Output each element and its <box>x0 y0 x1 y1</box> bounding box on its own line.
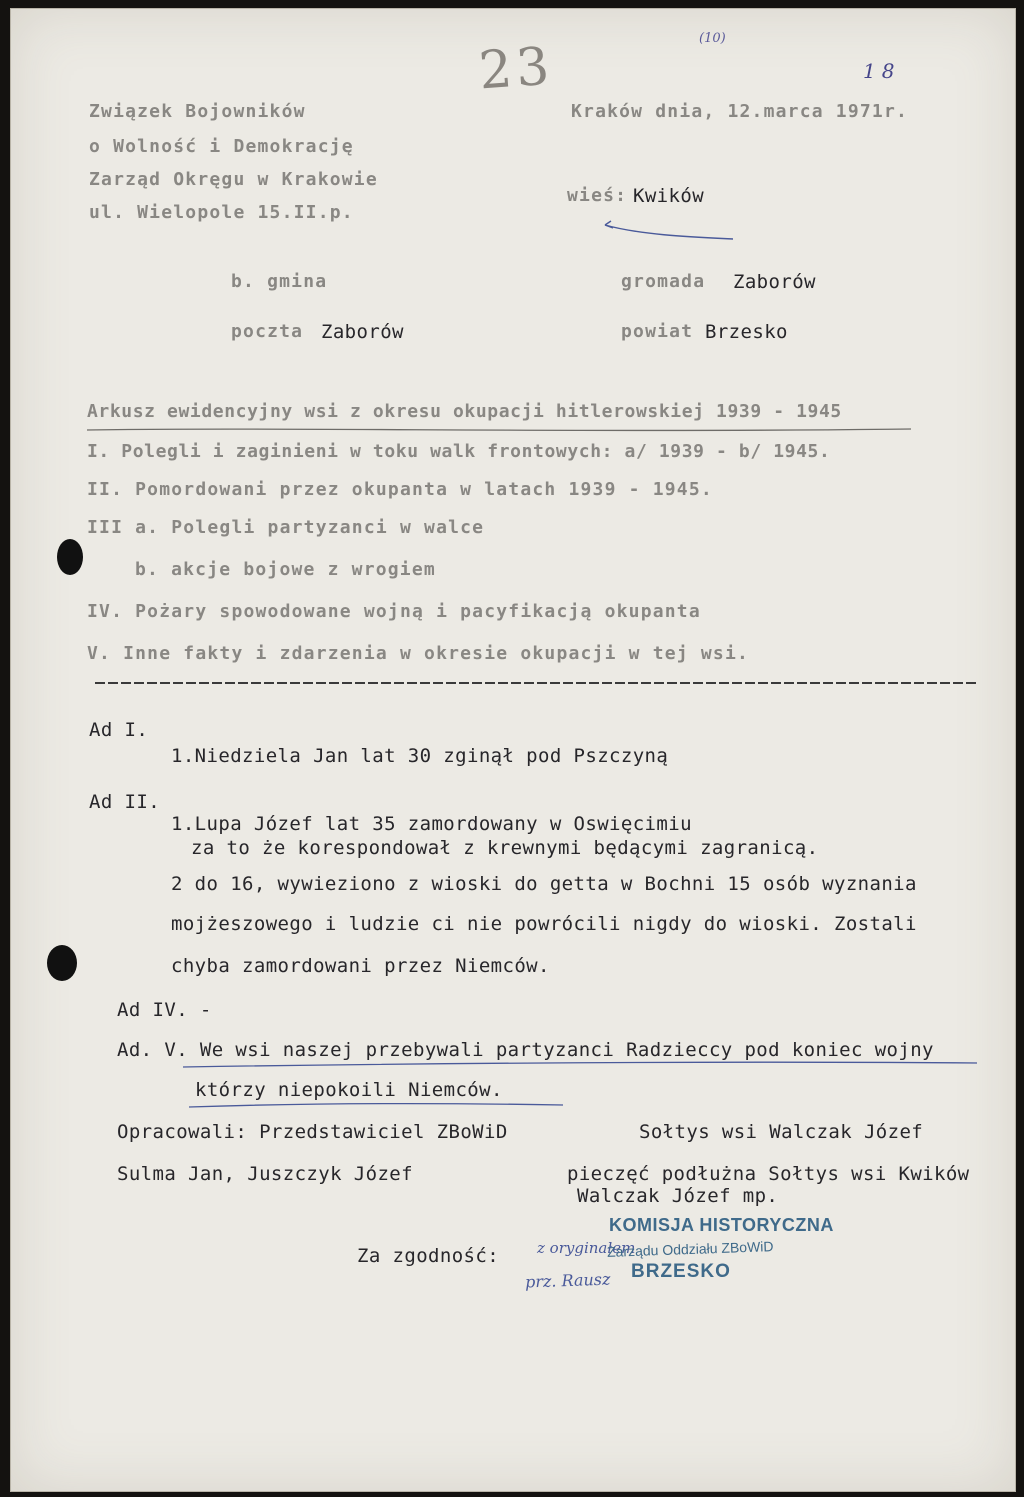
ad5-line-2: którzy niepokoili Niemców. <box>195 1079 503 1101</box>
wies-arrow-mark <box>601 213 741 243</box>
org-line-2: o Wolność i Demokrację <box>89 136 354 157</box>
stamp-line-1: KOMISJA HISTORYCZNA <box>609 1215 834 1235</box>
ad5-line-1: Ad. V. We wsi naszej przebywali partyzanci Radzieccy pod koniec wojny <box>117 1039 934 1061</box>
form-item-5: V. Inne fakty i zdarzenia w okresie okupacji w tej wsi. <box>87 643 750 664</box>
gmina-label: b. gmina <box>231 271 328 292</box>
wies-label: wieś: <box>567 185 628 206</box>
gromada-label: gromada <box>621 271 706 292</box>
punch-hole-bottom <box>47 945 77 981</box>
form-item-4: IV. Pożary spowodowane wojną i pacyfikacją okupanta <box>87 601 701 622</box>
form-item-1: I. Polegli i zaginieni w toku walk frontowych: a/ 1939 - b/ 1945. <box>87 441 831 462</box>
ad2-line-5: chyba zamordowani przez Niemców. <box>171 955 550 977</box>
form-item-3a: III a. Polegli partyzanci w walce <box>87 517 485 538</box>
signature-line-2: prz. Rausz <box>524 1269 611 1292</box>
ad5-underline-1 <box>181 1059 981 1071</box>
section-divider <box>93 679 983 687</box>
ad2-label: Ad II. <box>89 791 161 813</box>
ad1-label: Ad I. <box>89 719 149 741</box>
date-line: Kraków dnia, 12.marca 1971r. <box>571 101 909 122</box>
poczta-value: Zaborów <box>321 321 404 343</box>
signature-line-1: z oryginałem <box>537 1239 636 1257</box>
ad5-underline-2 <box>187 1099 567 1111</box>
title-underline <box>85 425 915 435</box>
soltys-line-1: Sołtys wsi Walczak Józef <box>639 1121 924 1143</box>
ad2-line-3: 2 do 16, wywieziono z wioski do getta w Bochni 15 osób wyznania <box>171 873 917 895</box>
form-item-3b: b. akcje bojowe z wrogiem <box>135 559 436 580</box>
org-line-4: ul. Wielopole 15.II.p. <box>89 202 354 223</box>
punch-hole-top <box>57 539 83 575</box>
form-title: Arkusz ewidencyjny wsi z okresu okupacji hitlerowskiej 1939 - 1945 <box>87 401 842 422</box>
soltys-line-3: Walczak Józef mp. <box>577 1185 779 1207</box>
ad4-line: Ad IV. - <box>117 999 212 1021</box>
form-item-2: II. Pomordowani przez okupanta w latach 1939 - 1945. <box>87 479 713 500</box>
ad2-line-4: mojżeszowego i ludzie ci nie powrócili nigdy do wioski. Zostali <box>171 913 917 935</box>
wies-value: Kwików <box>633 185 705 207</box>
prepared-line-1: Opracowali: Przedstawiciel ZBoWiD <box>117 1121 508 1143</box>
zgodnosc-label: Za zgodność: <box>357 1245 500 1267</box>
stamp-line-3: BRZESKO <box>631 1261 731 1282</box>
page-number-circled: (10) <box>699 31 726 46</box>
org-line-1: Związek Bojowników <box>89 101 306 122</box>
prepared-line-2: Sulma Jan, Juszczyk Józef <box>117 1163 413 1185</box>
document-sheet <box>10 8 1016 1492</box>
gromada-value: Zaborów <box>733 271 816 293</box>
folio-number: 18 <box>863 59 901 83</box>
pencil-number: 23 <box>476 36 556 102</box>
ad2-line-1: 1.Lupa Józef lat 35 zamordowany w Oswięcimiu <box>171 813 692 835</box>
poczta-label: poczta <box>231 321 304 342</box>
ad2-line-2: za to że korespondował z krewnymi będącymi zagranicą. <box>191 837 819 859</box>
powiat-value: Brzesko <box>705 321 788 343</box>
powiat-label: powiat <box>621 321 694 342</box>
stamp-line-2: Zarządu Oddziału ZBoWiD <box>606 1238 774 1260</box>
org-line-3: Zarząd Okręgu w Krakowie <box>89 169 378 190</box>
ad1-line: 1.Niedziela Jan lat 30 zginął pod Pszczyną <box>171 745 669 767</box>
soltys-line-2: pieczęć podłużna Sołtys wsi Kwików <box>567 1163 970 1185</box>
